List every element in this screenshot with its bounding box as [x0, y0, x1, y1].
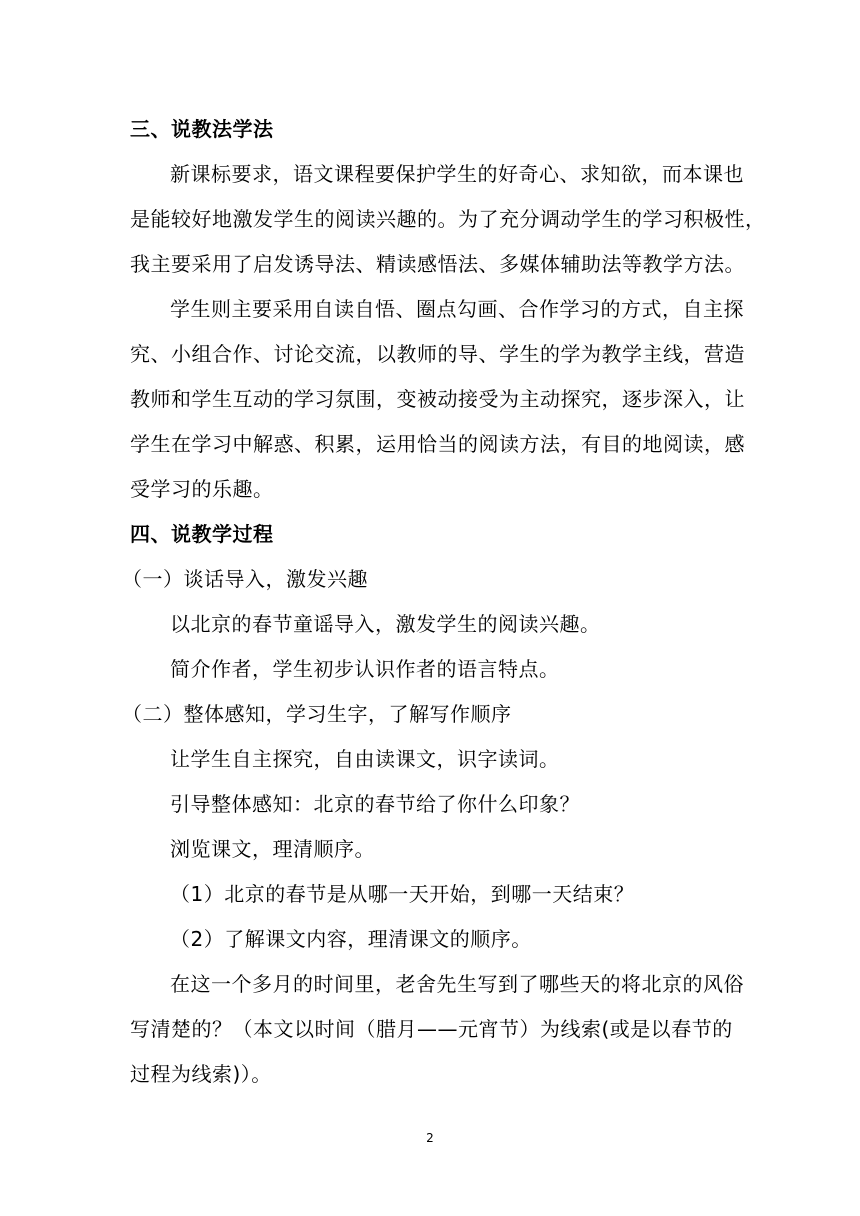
- section-heading-4: 四、说教学过程: [130, 522, 274, 546]
- paragraph-line: 是能较好地激发学生的阅读兴趣的。为了充分调动学生的学习积极性，: [130, 207, 766, 231]
- paragraph-line: 学生则主要采用自读自悟、圈点勾画、合作学习的方式，自主探: [170, 297, 744, 321]
- subsection-title: （一）谈话导入，激发兴趣: [122, 567, 368, 591]
- list-item: 简介作者，学生初步认识作者的语言特点。: [170, 657, 560, 681]
- paragraph-line: 新课标要求，语文课程要保护学生的好奇心、求知欲，而本课也: [170, 162, 744, 186]
- list-item: 以北京的春节童谣导入，激发学生的阅读兴趣。: [170, 612, 601, 636]
- page-number: 2: [426, 1131, 434, 1145]
- section-heading-3: 三、说教法学法: [130, 117, 274, 141]
- paragraph-line: 在这一个多月的时间里，老舍先生写到了哪些天的将北京的风俗: [170, 972, 744, 996]
- paragraph-line: 我主要采用了启发诱导法、精读感悟法、多媒体辅助法等教学方法。: [130, 252, 745, 276]
- paragraph-line: 写清楚的？（本文以时间（腊月——元宵节）为线索(或是以春节的: [130, 1017, 733, 1041]
- paragraph-line: 教师和学生互动的学习氛围，变被动接受为主动探究，逐步深入，让: [130, 387, 745, 411]
- list-item: 引导整体感知：北京的春节给了你什么印象？: [170, 792, 580, 816]
- paragraph-line: 学生在学习中解惑、积累，运用恰当的阅读方法，有目的地阅读，感: [130, 432, 745, 456]
- subsection-title: （二）整体感知，学习生字，了解写作顺序: [122, 702, 512, 726]
- list-item: 让学生自主探究，自由读课文，识字读词。: [170, 747, 560, 771]
- list-item: 浏览课文，理清顺序。: [170, 837, 375, 861]
- numbered-item: （2）了解课文内容，理清课文的顺序。: [170, 927, 532, 951]
- paragraph-line: 受学习的乐趣。: [130, 477, 274, 501]
- paragraph-line: 过程为线索)）。: [130, 1062, 272, 1086]
- paragraph-line: 究、小组合作、讨论交流，以教师的导、学生的学为教学主线，营造: [130, 342, 745, 366]
- numbered-item: （1）北京的春节是从哪一天开始，到哪一天结束？: [170, 882, 635, 906]
